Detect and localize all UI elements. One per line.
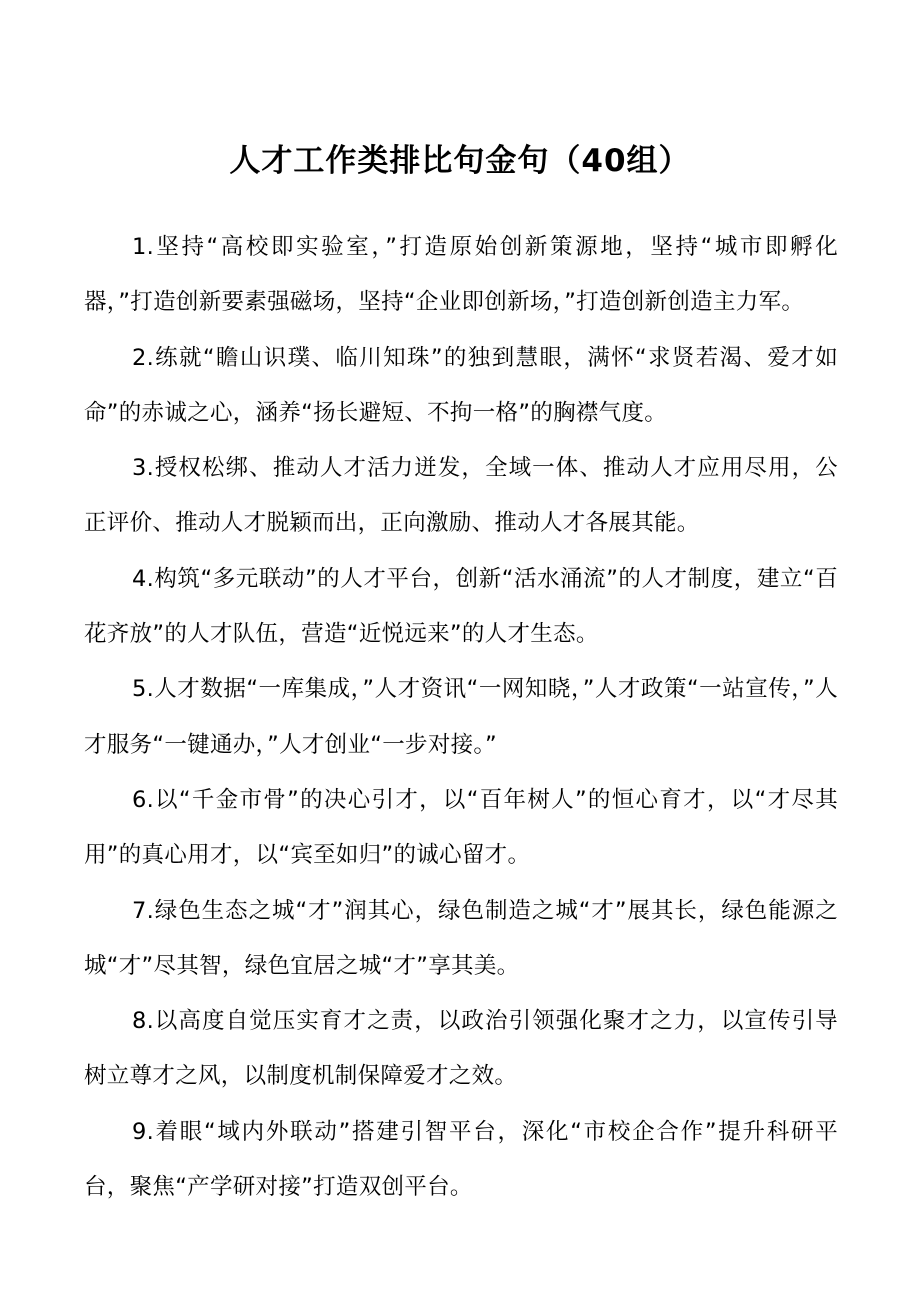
document-body bbox=[84, 220, 838, 1215]
document-title: 人才工作类排比句金句（40组） bbox=[229, 143, 691, 179]
paragraph-2: 2.练就“瞻山识璞、临川知珠”的独到慧眼，满怀“求贤若渴、爱才如命”的赤诚之心，涵养“扬长避短、不拘一格”的胸襟气度。 bbox=[84, 344, 838, 426]
paragraph-8: 8.以高度自觉压实育才之责，以政治引领强化聚才之力，以宣传引导树立尊才之风，以制度机制保障爱才之效。 bbox=[84, 1008, 838, 1090]
paragraph-1: 1.坚持“高校即实验室，”打造原始创新策源地，坚持“城市即孵化器，”打造创新要素强磁场，坚持“企业即创新场，”打造创新创造主力军。 bbox=[84, 234, 838, 316]
paragraph-7: 7.绿色生态之城“才”润其心，绿色制造之城“才”展其长，绿色能源之城“才”尽其智，绿色宜居之城“才”享其美。 bbox=[84, 897, 838, 979]
paragraph-3: 3.授权松绑、推动人才活力迸发，全域一体、推动人才应用尽用，公正评价、推动人才脱颖而出，正向激励、推动人才各展其能。 bbox=[84, 455, 838, 537]
paragraph-9: 9.着眼“域内外联动”搭建引智平台，深化“市校企合作”提升科研平台，聚焦“产学研对接”打造双创平台。 bbox=[84, 1118, 838, 1201]
paragraph-6: 6.以“千金市骨”的决心引才，以“百年树人”的恒心育才，以“才尽其用”的真心用才，以“宾至如归”的诚心留才。 bbox=[84, 786, 838, 869]
paragraph-4: 4.构筑“多元联动”的人才平台，创新“活水涌流”的人才制度，建立“百花齐放”的人才队伍，营造“近悦远来”的人才生态。 bbox=[84, 565, 838, 648]
paragraph-5: 5.人才数据“一库集成，”人才资讯“一网知晓，”人才政策“一站宣传，”人才服务“一键通办，”人才创业“一步对接。” bbox=[84, 676, 838, 758]
